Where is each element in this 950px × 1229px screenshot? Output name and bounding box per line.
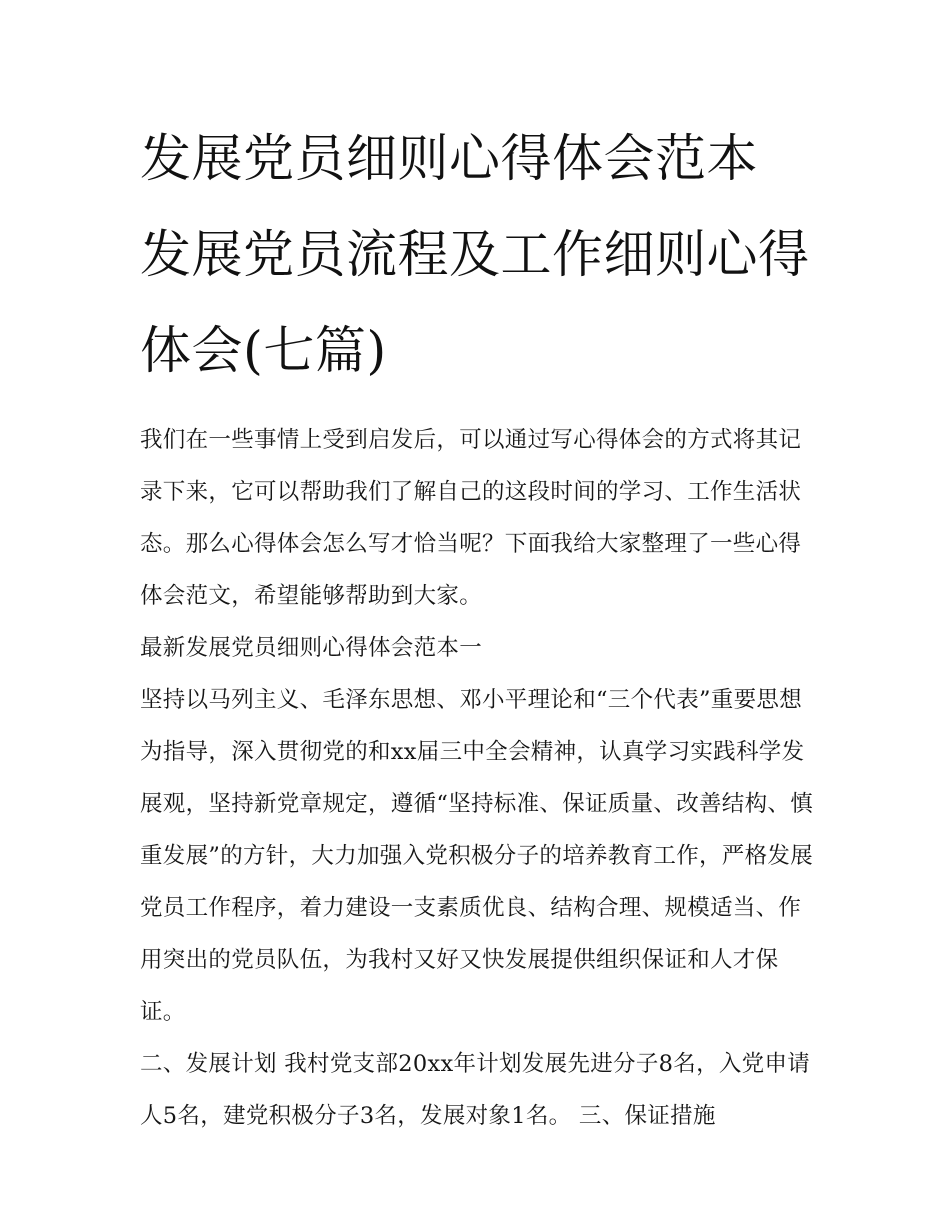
section-heading: 最新发展党员细则心得体会范本一 [140, 635, 483, 661]
document-title: 发展党员细则心得体会范本 发展党员流程及工作细则心得体会(七篇) [140, 130, 810, 381]
body-paragraph: 二、发展计划 我村党支部20xx年计划发展先进分子8名，入党申请人5名，建党积极分子3名，发展对象1名。 三、保证措施 [140, 1051, 811, 1129]
body-paragraph: 坚持以马列主义、毛泽东思想、邓小平理论和“三个代表”重要思想为指导，深入贯彻党的和xx届三中全会精神，认真学习实践科学发展观，坚持新党章规定，遵循“坚持标准、保证质量、改善结构、慎重发展”的方针，大力加强入党积极分子的培养教育工作，严格发展党员工作程序，着力建设一支素质优良、结构合理、规模适当、作用突出的党员队伍，为我村又好又快发展提供组织保证和人才保证。 [140, 687, 814, 1025]
document-page [140, 112, 816, 1142]
intro-paragraph: 我们在一些事情上受到启发后，可以通过写心得体会的方式将其记录下来，它可以帮助我们了解自己的这段时间的学习、工作生活状态。那么心得体会怎么写才恰当呢？下面我给大家整理了一些心得体会范文，希望能够帮助到大家。 [140, 427, 802, 609]
